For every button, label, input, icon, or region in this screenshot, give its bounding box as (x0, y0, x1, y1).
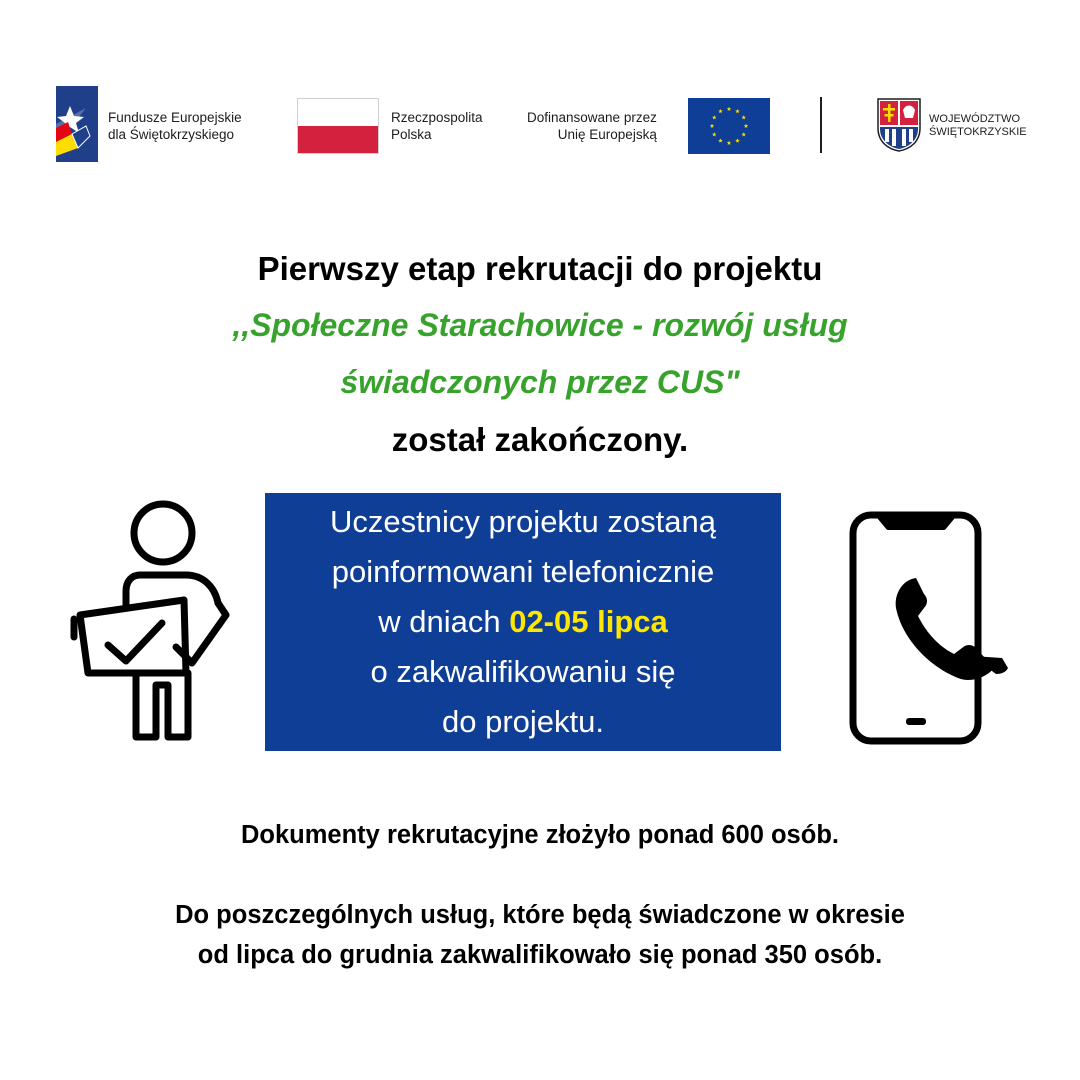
headline (0, 240, 1080, 468)
headline-line-4: został zakończony. (391, 421, 689, 458)
rp-line1: Rzeczpospolita (391, 110, 483, 125)
eu-flag-icon (688, 98, 770, 154)
info-line-4: o zakwalifikowaniu się (370, 654, 676, 689)
rzeczpospolita-polska-label (391, 109, 483, 143)
project-name-line-1: ,,Społeczne Starachowice - rozwój usług (232, 307, 848, 343)
info-line-5: do projektu. (442, 704, 604, 739)
footer-line-3: od lipca do grudnia zakwalifikowało się ponad 350 osób. (197, 941, 883, 969)
woj-line1: WOJEWÓDZTWO (929, 113, 1021, 125)
headline-line-1: Pierwszy etap rekrutacji do projektu (257, 250, 823, 287)
date-highlight: 02-05 lipca (509, 604, 668, 639)
footer-line-2: Do poszczególnych usług, które będą świadczone w okresie (175, 901, 905, 929)
qualification-summary (0, 895, 1080, 975)
info-line-2: poinformowani telefonicznie (331, 554, 715, 589)
fundusze-europejskie-label (108, 109, 242, 143)
logo-bar (0, 0, 1080, 190)
footer-line-1: Dokumenty rekrutacyjne złożyło ponad 600 osób. (241, 821, 839, 849)
swietokrzyskie-coat-of-arms-icon (877, 98, 921, 152)
info-line-1: Uczestnicy projektu zostaną (330, 504, 716, 539)
info-line-3 (265, 597, 781, 647)
smartphone-call-icon (846, 508, 1014, 748)
fe-line2: dla Świętokrzyskiego (108, 127, 235, 142)
logo-divider (820, 97, 822, 153)
polish-flag-icon (297, 98, 379, 154)
project-name-line-2: świadczonych przez CUS" (340, 364, 740, 400)
fundusze-europejskie-logo-icon (56, 86, 98, 162)
eu-line1: Dofinansowane przez (527, 110, 657, 125)
wojewodztwo-label (929, 113, 1027, 139)
rp-line2: Polska (391, 127, 432, 142)
eu-cofinanced-label (527, 109, 657, 143)
eu-line2: Unię Europejską (557, 127, 657, 142)
person-with-checklist-icon (68, 495, 238, 745)
woj-line2: ŚWIĘTOKRZYSKIE (929, 126, 1027, 138)
applications-summary (0, 815, 1080, 855)
fe-line1: Fundusze Europejskie (108, 110, 242, 125)
info-line-3-prefix: w dniach (378, 604, 510, 639)
info-box (265, 493, 781, 751)
